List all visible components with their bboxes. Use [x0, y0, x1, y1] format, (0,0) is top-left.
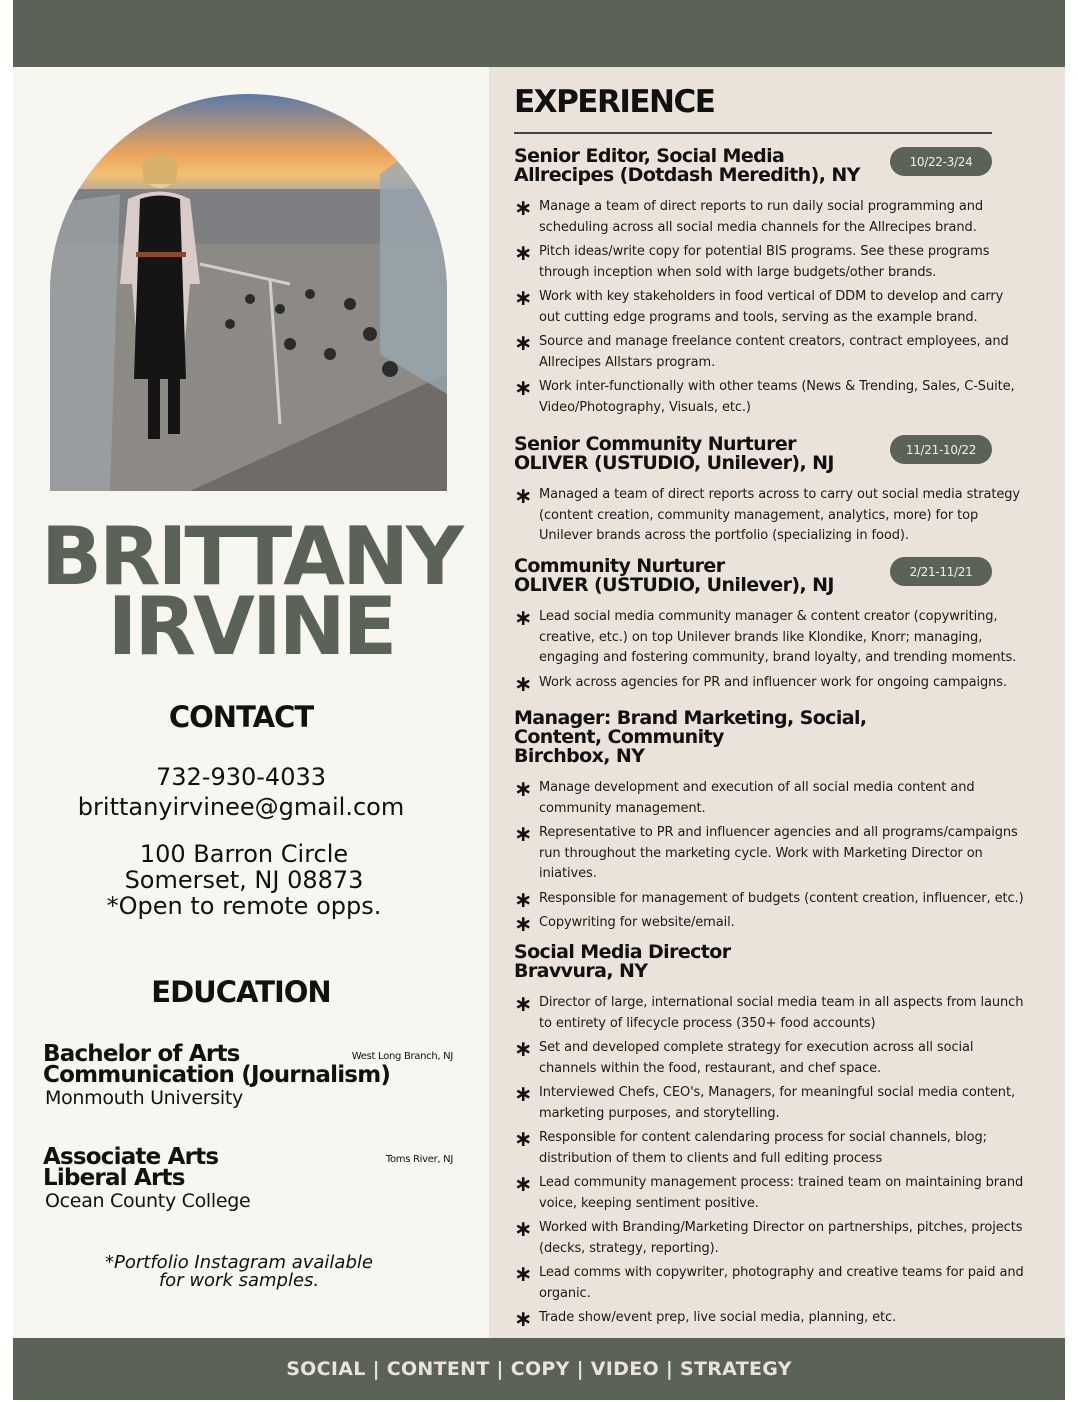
job-bullets	[514, 485, 1024, 547]
job-bullet: ∗ Manage development and execution of all social media content and community management.	[514, 778, 1024, 819]
email-address[interactable]: brittanyirvinee@gmail.com	[77, 793, 405, 821]
job-entry	[514, 147, 1024, 422]
job-bullets	[514, 993, 1024, 1329]
job-employer: OLIVER (USTUDIO, Unilever), NJ	[514, 452, 834, 474]
job-title: Manager: Brand Marketing, Social, Content, Community	[514, 707, 867, 748]
job-title: Senior Community Nurturer	[514, 433, 796, 455]
date-badge: 11/21-10/22	[890, 435, 992, 464]
footer-bar	[13, 1338, 1065, 1400]
education-item	[43, 1144, 453, 1213]
job-bullet: ∗ Pitch ideas/write copy for potential BIS programs. See these programs through inception when sold with large budgets/other brands.	[514, 242, 1024, 283]
degree: Associate Arts	[43, 1144, 219, 1170]
job-bullet: ∗ Work across agencies for PR and influencer work for ongoing campaigns.	[514, 673, 1024, 694]
date-badge: 2/21-11/21	[890, 557, 992, 586]
degree: Bachelor of Arts	[43, 1041, 240, 1067]
major: Liberal Arts	[43, 1165, 185, 1191]
contact-heading: CONTACT	[168, 700, 314, 734]
job-bullet: ∗ Work inter-functionally with other teams (News & Trending, Sales, C-Suite, Video/Photography, Visuals, etc.)	[514, 377, 1024, 418]
job-bullet: ∗ Source and manage freelance content creators, contract employees, and Allrecipes Allstars program.	[514, 332, 1024, 373]
job-employer: Allrecipes (Dotdash Meredith), NY	[514, 164, 860, 186]
portfolio-note	[13, 1254, 465, 1290]
job-entry	[514, 557, 1024, 697]
contact-details	[13, 762, 469, 822]
portfolio-line-1: *Portfolio Instagram available	[105, 1252, 373, 1273]
footer-tagline: SOCIAL | CONTENT | COPY | VIDEO | STRATEGY	[286, 1358, 792, 1380]
job-bullets	[514, 778, 1024, 934]
job-employer: Birchbox, NY	[514, 745, 645, 767]
phone-number[interactable]: 732-930-4033	[155, 763, 326, 791]
school-location: West Long Branch, NJ	[351, 1051, 453, 1062]
job-bullets	[514, 197, 1024, 418]
address-line-2: Somerset, NJ 08873	[124, 866, 364, 894]
job-bullet: ∗ Set and developed complete strategy for execution across all social channels within the food, restaurant, and chef space.	[514, 1038, 1024, 1079]
job-bullet: ∗ Work with key stakeholders in food vertical of DDM to develop and carry out cutting edge programs and tools, serving as the example brand.	[514, 287, 1024, 328]
job-entry	[514, 435, 1024, 551]
name-last: IRVINE	[107, 580, 395, 673]
job-bullet: ∗ Lead comms with copywriter, photography and creative teams for paid and organic.	[514, 1263, 1024, 1304]
school-name: Monmouth University	[45, 1087, 243, 1109]
job-employer: OLIVER (USTUDIO, Unilever), NJ	[514, 574, 834, 596]
job-bullet: ∗ Worked with Branding/Marketing Director on partnerships, pitches, projects (decks, strategy, reporting).	[514, 1218, 1024, 1259]
major: Communication (Journalism)	[43, 1062, 391, 1088]
address-line-1: 100 Barron Circle	[139, 840, 349, 868]
job-bullet: ∗ Trade show/event prep, live social media, planning, etc.	[514, 1308, 1024, 1329]
profile-photo	[50, 94, 447, 491]
experience-divider	[514, 132, 992, 134]
job-title: Senior Editor, Social Media	[514, 145, 785, 167]
top-bar	[13, 0, 1065, 67]
job-entry	[514, 709, 1024, 938]
job-bullet: ∗ Copywriting for website/email.	[514, 913, 1024, 934]
job-bullet: ∗ Lead social media community manager & content creator (copywriting, creative, etc.) on top Unilever brands like Klondike, Knorr; managing, engaging and fostering community, brand loyalty, and trending moments.	[514, 607, 1024, 669]
job-bullet: ∗ Representative to PR and influencer agencies and all programs/campaigns run throughout the marketing cycle. Work with Marketing Director on iniatives.	[514, 823, 1024, 885]
experience-heading: EXPERIENCE	[514, 84, 715, 120]
job-entry	[514, 943, 1024, 1333]
job-bullet: ∗ Responsible for management of budgets (content creation, influencer, etc.)	[514, 889, 1024, 910]
job-bullets	[514, 607, 1024, 693]
job-title: Community Nurturer	[514, 555, 725, 577]
education-item	[43, 1041, 453, 1110]
profile-photo-illustration	[50, 94, 447, 491]
date-badge: 10/22-3/24	[890, 147, 992, 176]
candidate-name	[13, 510, 489, 673]
education-heading: EDUCATION	[151, 975, 331, 1009]
portfolio-line-2: for work samples.	[158, 1270, 320, 1291]
job-employer: Bravvura, NY	[514, 960, 648, 982]
school-location: Toms River, NJ	[385, 1154, 453, 1165]
mailing-address	[13, 841, 475, 919]
name-first: BRITTANY	[41, 510, 461, 603]
job-title: Social Media Director	[514, 941, 731, 963]
job-bullet: ∗ Director of large, international social media team in all aspects from launch to entirety of lifecycle process (350+ food accounts)	[514, 993, 1024, 1034]
remote-note: *Open to remote opps.	[106, 892, 382, 920]
job-bullet: ∗ Interviewed Chefs, CEO's, Managers, for meaningful social media content, marketing purposes, and storytelling.	[514, 1083, 1024, 1124]
job-bullet: ∗ Responsible for content calendaring process for social channels, blog; distribution of them to clients and full editing process	[514, 1128, 1024, 1169]
job-bullet: ∗ Lead community management process: trained team on maintaining brand voice, keeping sentiment positive.	[514, 1173, 1024, 1214]
resume-page	[13, 0, 1065, 1402]
job-bullet: ∗ Manage a team of direct reports to run daily social programming and scheduling across all social media channels for the Allrecipes brand.	[514, 197, 1024, 238]
school-name: Ocean County College	[45, 1190, 251, 1212]
job-bullet: ∗ Managed a team of direct reports across to carry out social media strategy (content creation, community management, analytics, more) for top Unilever brands across the portfolio (specializing in food).	[514, 485, 1024, 547]
